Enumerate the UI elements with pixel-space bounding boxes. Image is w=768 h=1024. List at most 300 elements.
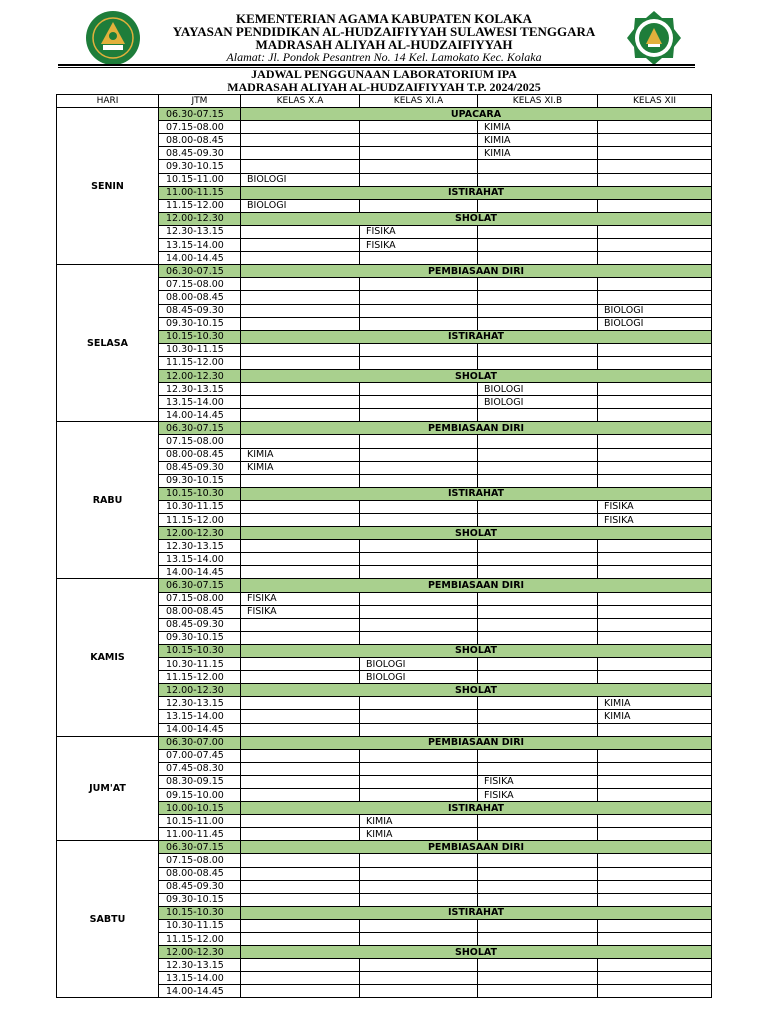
subject-cell-kelas-xib [478, 658, 598, 671]
time-slot-cell: 08.45-09.30 [159, 618, 241, 631]
time-slot-cell: 10.30-11.15 [159, 658, 241, 671]
subject-cell-kelas-xii [598, 121, 712, 134]
subject-cell-kelas-xii: KIMIA [598, 697, 712, 710]
subject-cell-kelas-xia [360, 723, 478, 736]
time-slot-cell: 14.00-14.45 [159, 252, 241, 265]
subject-cell-kelas-xa [241, 854, 360, 867]
time-slot-cell: 12.00-12.30 [159, 684, 241, 697]
time-slot-cell: 07.15-08.00 [159, 435, 241, 448]
subject-cell-kelas-xia: KIMIA [360, 828, 478, 841]
time-slot-cell: 12.30-13.15 [159, 383, 241, 396]
subject-cell-kelas-xa [241, 566, 360, 579]
subject-cell-kelas-xii [598, 775, 712, 788]
time-slot-cell: 09.30-10.15 [159, 631, 241, 644]
subject-cell-kelas-xa: KIMIA [241, 461, 360, 474]
subject-cell-kelas-xia [360, 985, 478, 998]
schedule-banner-row [57, 265, 712, 278]
subject-cell-kelas-xia [360, 461, 478, 474]
time-slot-cell: 11.00-11.15 [159, 186, 241, 199]
activity-banner-cell: PEMBIASAAN DIRI [241, 841, 712, 854]
subject-cell-kelas-xa [241, 933, 360, 946]
subject-cell-kelas-xa [241, 225, 360, 238]
subject-cell-kelas-xii: KIMIA [598, 710, 712, 723]
subject-cell-kelas-xii [598, 618, 712, 631]
subject-cell-kelas-xii [598, 959, 712, 972]
subject-cell-kelas-xa [241, 409, 360, 422]
subject-cell-kelas-xia [360, 343, 478, 356]
subject-cell-kelas-xib [478, 304, 598, 317]
subject-cell-kelas-xia [360, 553, 478, 566]
subject-cell-kelas-xii [598, 291, 712, 304]
time-slot-cell: 11.15-12.00 [159, 199, 241, 212]
subject-cell-kelas-xa [241, 239, 360, 252]
activity-banner-cell: ISTIRAHAT [241, 487, 712, 500]
time-slot-cell: 08.00-08.45 [159, 291, 241, 304]
subject-cell-kelas-xib [478, 356, 598, 369]
activity-banner-cell: PEMBIASAAN DIRI [241, 736, 712, 749]
subject-cell-kelas-xii [598, 723, 712, 736]
subject-cell-kelas-xii [598, 409, 712, 422]
subject-cell-kelas-xa [241, 618, 360, 631]
subject-cell-kelas-xia: KIMIA [360, 815, 478, 828]
time-slot-cell: 08.00-08.45 [159, 448, 241, 461]
subject-cell-kelas-xia [360, 880, 478, 893]
time-slot-cell: 07.15-08.00 [159, 592, 241, 605]
subject-cell-kelas-xia [360, 435, 478, 448]
subject-cell-kelas-xib [478, 291, 598, 304]
subject-cell-kelas-xia [360, 788, 478, 801]
subject-cell-kelas-xa [241, 985, 360, 998]
subject-cell-kelas-xib [478, 252, 598, 265]
subject-cell-kelas-xa [241, 959, 360, 972]
schedule-banner-row [57, 841, 712, 854]
time-slot-cell: 11.15-12.00 [159, 356, 241, 369]
schedule-banner-row [57, 736, 712, 749]
subject-cell-kelas-xa [241, 304, 360, 317]
subject-cell-kelas-xib [478, 160, 598, 173]
subject-cell-kelas-xib [478, 239, 598, 252]
activity-banner-cell: ISTIRAHAT [241, 906, 712, 919]
subject-cell-kelas-xii [598, 933, 712, 946]
time-slot-cell: 10.15-11.00 [159, 815, 241, 828]
subject-cell-kelas-xii [598, 448, 712, 461]
subject-cell-kelas-xia [360, 409, 478, 422]
subject-cell-kelas-xii [598, 631, 712, 644]
subject-cell-kelas-xii [598, 343, 712, 356]
time-slot-cell: 11.00-11.45 [159, 828, 241, 841]
subject-cell-kelas-xia [360, 959, 478, 972]
subject-cell-kelas-xia [360, 317, 478, 330]
subject-cell-kelas-xa [241, 291, 360, 304]
subject-cell-kelas-xib [478, 317, 598, 330]
subject-cell-kelas-xa: FISIKA [241, 605, 360, 618]
column-header-hari: HARI [57, 95, 159, 108]
schedule-banner-row [57, 108, 712, 121]
subject-cell-kelas-xa [241, 671, 360, 684]
time-slot-cell: 12.30-13.15 [159, 697, 241, 710]
time-slot-cell: 10.30-11.15 [159, 500, 241, 513]
subject-cell-kelas-xa [241, 815, 360, 828]
subject-cell-kelas-xib [478, 514, 598, 527]
subject-cell-kelas-xii [598, 134, 712, 147]
header-ministry: KEMENTERIAN AGAMA KABUPATEN KOLAKA [235, 11, 532, 26]
subject-cell-kelas-xii [598, 474, 712, 487]
subject-cell-kelas-xa [241, 762, 360, 775]
time-slot-cell: 08.45-09.30 [159, 880, 241, 893]
time-slot-cell: 12.00-12.30 [159, 369, 241, 382]
subject-cell-kelas-xia [360, 160, 478, 173]
subject-cell-kelas-xib [478, 854, 598, 867]
time-slot-cell: 08.45-09.30 [159, 147, 241, 160]
subject-cell-kelas-xii: BIOLOGI [598, 304, 712, 317]
subject-cell-kelas-xii [598, 658, 712, 671]
subject-cell-kelas-xa [241, 160, 360, 173]
subject-cell-kelas-xib [478, 631, 598, 644]
subject-cell-kelas-xia [360, 278, 478, 291]
header-school: MADRASAH ALIYAH AL-HUDZAIFIYYAH [255, 37, 513, 52]
schedule-title: JADWAL PENGGUNAAN LABORATORIUM IPA [251, 67, 517, 81]
subject-cell-kelas-xib [478, 448, 598, 461]
subject-cell-kelas-xia [360, 304, 478, 317]
subject-cell-kelas-xa [241, 749, 360, 762]
time-slot-cell: 09.30-10.15 [159, 893, 241, 906]
subject-cell-kelas-xib: BIOLOGI [478, 396, 598, 409]
subject-cell-kelas-xii [598, 919, 712, 932]
subject-cell-kelas-xib [478, 697, 598, 710]
subject-cell-kelas-xii [598, 147, 712, 160]
time-slot-cell: 07.15-08.00 [159, 121, 241, 134]
subject-cell-kelas-xib [478, 762, 598, 775]
subject-cell-kelas-xia [360, 697, 478, 710]
subject-cell-kelas-xia [360, 396, 478, 409]
time-slot-cell: 10.15-11.00 [159, 173, 241, 186]
subject-cell-kelas-xib [478, 933, 598, 946]
subject-cell-kelas-xii [598, 383, 712, 396]
subject-cell-kelas-xia: BIOLOGI [360, 671, 478, 684]
subject-cell-kelas-xib [478, 671, 598, 684]
subject-cell-kelas-xa [241, 252, 360, 265]
subject-cell-kelas-xa [241, 658, 360, 671]
subject-cell-kelas-xii [598, 278, 712, 291]
subject-cell-kelas-xib [478, 540, 598, 553]
subject-cell-kelas-xa: BIOLOGI [241, 173, 360, 186]
time-slot-cell: 14.00-14.45 [159, 566, 241, 579]
subject-cell-kelas-xa [241, 880, 360, 893]
subject-cell-kelas-xa [241, 343, 360, 356]
day-name-cell: SELASA [57, 265, 159, 422]
subject-cell-kelas-xib [478, 566, 598, 579]
subject-cell-kelas-xa [241, 893, 360, 906]
time-slot-cell: 12.30-13.15 [159, 959, 241, 972]
day-name-cell: SENIN [57, 108, 159, 265]
time-slot-cell: 10.15-10.30 [159, 330, 241, 343]
activity-banner-cell: PEMBIASAAN DIRI [241, 265, 712, 278]
time-slot-cell: 13.15-14.00 [159, 396, 241, 409]
activity-banner-cell: ISTIRAHAT [241, 802, 712, 815]
time-slot-cell: 06.30-07.15 [159, 422, 241, 435]
subject-cell-kelas-xa [241, 317, 360, 330]
activity-banner-cell: PEMBIASAAN DIRI [241, 579, 712, 592]
subject-cell-kelas-xia [360, 514, 478, 527]
time-slot-cell: 13.15-14.00 [159, 553, 241, 566]
subject-cell-kelas-xa: BIOLOGI [241, 199, 360, 212]
time-slot-cell: 10.30-11.15 [159, 919, 241, 932]
time-slot-cell: 09.30-10.15 [159, 474, 241, 487]
subject-cell-kelas-xia [360, 749, 478, 762]
time-slot-cell: 06.30-07.15 [159, 841, 241, 854]
subject-cell-kelas-xii [598, 828, 712, 841]
subject-cell-kelas-xia [360, 592, 478, 605]
activity-banner-cell: SHOLAT [241, 644, 712, 657]
subject-cell-kelas-xia [360, 933, 478, 946]
document-header [0, 0, 768, 95]
subject-cell-kelas-xia [360, 972, 478, 985]
subject-cell-kelas-xib [478, 199, 598, 212]
activity-banner-cell: SHOLAT [241, 369, 712, 382]
subject-cell-kelas-xib: BIOLOGI [478, 383, 598, 396]
subject-cell-kelas-xa [241, 396, 360, 409]
time-slot-cell: 10.15-10.30 [159, 906, 241, 919]
subject-cell-kelas-xia [360, 383, 478, 396]
time-slot-cell: 06.30-07.15 [159, 265, 241, 278]
time-slot-cell: 10.15-10.30 [159, 644, 241, 657]
subject-cell-kelas-xa [241, 631, 360, 644]
time-slot-cell: 08.00-08.45 [159, 134, 241, 147]
subject-cell-kelas-xii [598, 854, 712, 867]
subject-cell-kelas-xa: KIMIA [241, 448, 360, 461]
subject-cell-kelas-xa [241, 919, 360, 932]
subject-cell-kelas-xii [598, 605, 712, 618]
subject-cell-kelas-xii [598, 788, 712, 801]
subject-cell-kelas-xib [478, 225, 598, 238]
activity-banner-cell: SHOLAT [241, 684, 712, 697]
subject-cell-kelas-xii [598, 540, 712, 553]
subject-cell-kelas-xii [598, 239, 712, 252]
activity-banner-cell: SHOLAT [241, 527, 712, 540]
subject-cell-kelas-xib [478, 592, 598, 605]
subject-cell-kelas-xa [241, 147, 360, 160]
time-slot-cell: 07.15-08.00 [159, 278, 241, 291]
time-slot-cell: 12.30-13.15 [159, 540, 241, 553]
subject-cell-kelas-xib: KIMIA [478, 147, 598, 160]
subject-cell-kelas-xib [478, 815, 598, 828]
time-slot-cell: 09.15-10.00 [159, 788, 241, 801]
subject-cell-kelas-xa [241, 500, 360, 513]
subject-cell-kelas-xia: FISIKA [360, 239, 478, 252]
subject-cell-kelas-xib [478, 461, 598, 474]
subject-cell-kelas-xia [360, 356, 478, 369]
subject-cell-kelas-xii [598, 985, 712, 998]
subject-cell-kelas-xii [598, 553, 712, 566]
activity-banner-cell: PEMBIASAAN DIRI [241, 422, 712, 435]
activity-banner-cell: SHOLAT [241, 946, 712, 959]
activity-banner-cell: ISTIRAHAT [241, 330, 712, 343]
subject-cell-kelas-xii [598, 160, 712, 173]
subject-cell-kelas-xa [241, 723, 360, 736]
time-slot-cell: 13.15-14.00 [159, 239, 241, 252]
subject-cell-kelas-xia [360, 291, 478, 304]
time-slot-cell: 11.15-12.00 [159, 933, 241, 946]
subject-cell-kelas-xia [360, 618, 478, 631]
subject-cell-kelas-xa [241, 553, 360, 566]
subject-cell-kelas-xia [360, 540, 478, 553]
day-name-cell: KAMIS [57, 579, 159, 736]
subject-cell-kelas-xib [478, 500, 598, 513]
subject-cell-kelas-xii: FISIKA [598, 500, 712, 513]
subject-cell-kelas-xa [241, 356, 360, 369]
time-slot-cell: 13.15-14.00 [159, 710, 241, 723]
subject-cell-kelas-xa [241, 788, 360, 801]
subject-cell-kelas-xia [360, 919, 478, 932]
time-slot-cell: 14.00-14.45 [159, 409, 241, 422]
subject-cell-kelas-xib [478, 278, 598, 291]
subject-cell-kelas-xia [360, 134, 478, 147]
subject-cell-kelas-xii [598, 592, 712, 605]
activity-banner-cell: SHOLAT [241, 212, 712, 225]
subject-cell-kelas-xa [241, 540, 360, 553]
subject-cell-kelas-xa [241, 867, 360, 880]
time-slot-cell: 12.30-13.15 [159, 225, 241, 238]
subject-cell-kelas-xib [478, 919, 598, 932]
subject-cell-kelas-xib: KIMIA [478, 134, 598, 147]
subject-cell-kelas-xii [598, 749, 712, 762]
subject-cell-kelas-xib: FISIKA [478, 775, 598, 788]
subject-cell-kelas-xii: FISIKA [598, 514, 712, 527]
subject-cell-kelas-xa [241, 121, 360, 134]
subject-cell-kelas-xib [478, 343, 598, 356]
subject-cell-kelas-xib [478, 435, 598, 448]
day-name-cell: RABU [57, 422, 159, 579]
subject-cell-kelas-xa [241, 474, 360, 487]
subject-cell-kelas-xia [360, 775, 478, 788]
subject-cell-kelas-xia: BIOLOGI [360, 658, 478, 671]
subject-cell-kelas-xib [478, 710, 598, 723]
subject-cell-kelas-xib [478, 959, 598, 972]
subject-cell-kelas-xii [598, 356, 712, 369]
time-slot-cell: 08.00-08.45 [159, 867, 241, 880]
time-slot-cell: 07.00-07.45 [159, 749, 241, 762]
subject-cell-kelas-xii [598, 671, 712, 684]
subject-cell-kelas-xia: FISIKA [360, 225, 478, 238]
subject-cell-kelas-xia [360, 121, 478, 134]
subject-cell-kelas-xa [241, 278, 360, 291]
subject-cell-kelas-xii [598, 815, 712, 828]
subject-cell-kelas-xa [241, 972, 360, 985]
time-slot-cell: 14.00-14.45 [159, 723, 241, 736]
lab-schedule-table [56, 94, 712, 998]
time-slot-cell: 12.00-12.30 [159, 212, 241, 225]
subject-cell-kelas-xia [360, 147, 478, 160]
subject-cell-kelas-xii [598, 225, 712, 238]
time-slot-cell: 10.30-11.15 [159, 343, 241, 356]
subject-cell-kelas-xib [478, 618, 598, 631]
subject-cell-kelas-xia [360, 173, 478, 186]
time-slot-cell: 06.30-07.15 [159, 108, 241, 121]
subject-cell-kelas-xib [478, 749, 598, 762]
subject-cell-kelas-xii [598, 461, 712, 474]
column-header-kelas-xa: KELAS X.A [241, 95, 360, 108]
subject-cell-kelas-xa [241, 828, 360, 841]
time-slot-cell: 12.00-12.30 [159, 527, 241, 540]
column-header-kelas-xia: KELAS XI.A [360, 95, 478, 108]
time-slot-cell: 06.30-07.00 [159, 736, 241, 749]
day-name-cell: SABTU [57, 841, 159, 998]
subject-cell-kelas-xib [478, 893, 598, 906]
time-slot-cell: 07.15-08.00 [159, 854, 241, 867]
schedule-subtitle: MADRASAH ALIYAH AL-HUDZAIFIYYAH T.P. 2024/2025 [227, 80, 541, 94]
column-header-kelas-xii: KELAS XII [598, 95, 712, 108]
subject-cell-kelas-xia [360, 605, 478, 618]
subject-cell-kelas-xii [598, 893, 712, 906]
time-slot-cell: 09.30-10.15 [159, 160, 241, 173]
header-foundation: YAYASAN PENDIDIKAN AL-HUDZAIFIYYAH SULAWESI TENGGARA [172, 24, 596, 39]
subject-cell-kelas-xib [478, 867, 598, 880]
subject-cell-kelas-xib [478, 723, 598, 736]
subject-cell-kelas-xia [360, 762, 478, 775]
subject-cell-kelas-xib [478, 409, 598, 422]
time-slot-cell: 14.00-14.45 [159, 985, 241, 998]
subject-cell-kelas-xib: KIMIA [478, 121, 598, 134]
subject-cell-kelas-xia [360, 566, 478, 579]
subject-cell-kelas-xia [360, 448, 478, 461]
subject-cell-kelas-xia [360, 199, 478, 212]
subject-cell-kelas-xii [598, 566, 712, 579]
subject-cell-kelas-xib [478, 553, 598, 566]
subject-cell-kelas-xa [241, 710, 360, 723]
time-slot-cell: 07.45-08.30 [159, 762, 241, 775]
subject-cell-kelas-xia [360, 854, 478, 867]
subject-cell-kelas-xii [598, 762, 712, 775]
subject-cell-kelas-xib [478, 828, 598, 841]
subject-cell-kelas-xii [598, 252, 712, 265]
time-slot-cell: 10.15-10.30 [159, 487, 241, 500]
time-slot-cell: 11.15-12.00 [159, 514, 241, 527]
subject-cell-kelas-xib: FISIKA [478, 788, 598, 801]
table-header-row [57, 95, 712, 108]
subject-cell-kelas-xib [478, 605, 598, 618]
subject-cell-kelas-xa [241, 697, 360, 710]
schedule-banner-row [57, 422, 712, 435]
time-slot-cell: 08.45-09.30 [159, 461, 241, 474]
column-header-jtm: JTM [159, 95, 241, 108]
column-header-kelas-xib: KELAS XI.B [478, 95, 598, 108]
subject-cell-kelas-xii [598, 173, 712, 186]
subject-cell-kelas-xia [360, 252, 478, 265]
subject-cell-kelas-xia [360, 500, 478, 513]
header-divider-thick [58, 64, 695, 66]
subject-cell-kelas-xia [360, 710, 478, 723]
subject-cell-kelas-xa [241, 383, 360, 396]
subject-cell-kelas-xii: BIOLOGI [598, 317, 712, 330]
time-slot-cell: 08.00-08.45 [159, 605, 241, 618]
subject-cell-kelas-xii [598, 972, 712, 985]
activity-banner-cell: UPACARA [241, 108, 712, 121]
time-slot-cell: 09.30-10.15 [159, 317, 241, 330]
subject-cell-kelas-xia [360, 867, 478, 880]
time-slot-cell: 12.00-12.30 [159, 946, 241, 959]
subject-cell-kelas-xii [598, 867, 712, 880]
time-slot-cell: 13.15-14.00 [159, 972, 241, 985]
subject-cell-kelas-xia [360, 893, 478, 906]
day-name-cell: JUM'AT [57, 736, 159, 841]
subject-cell-kelas-xib [478, 985, 598, 998]
subject-cell-kelas-xii [598, 199, 712, 212]
time-slot-cell: 06.30-07.15 [159, 579, 241, 592]
subject-cell-kelas-xa [241, 775, 360, 788]
subject-cell-kelas-xa [241, 134, 360, 147]
subject-cell-kelas-xib [478, 474, 598, 487]
subject-cell-kelas-xii [598, 435, 712, 448]
